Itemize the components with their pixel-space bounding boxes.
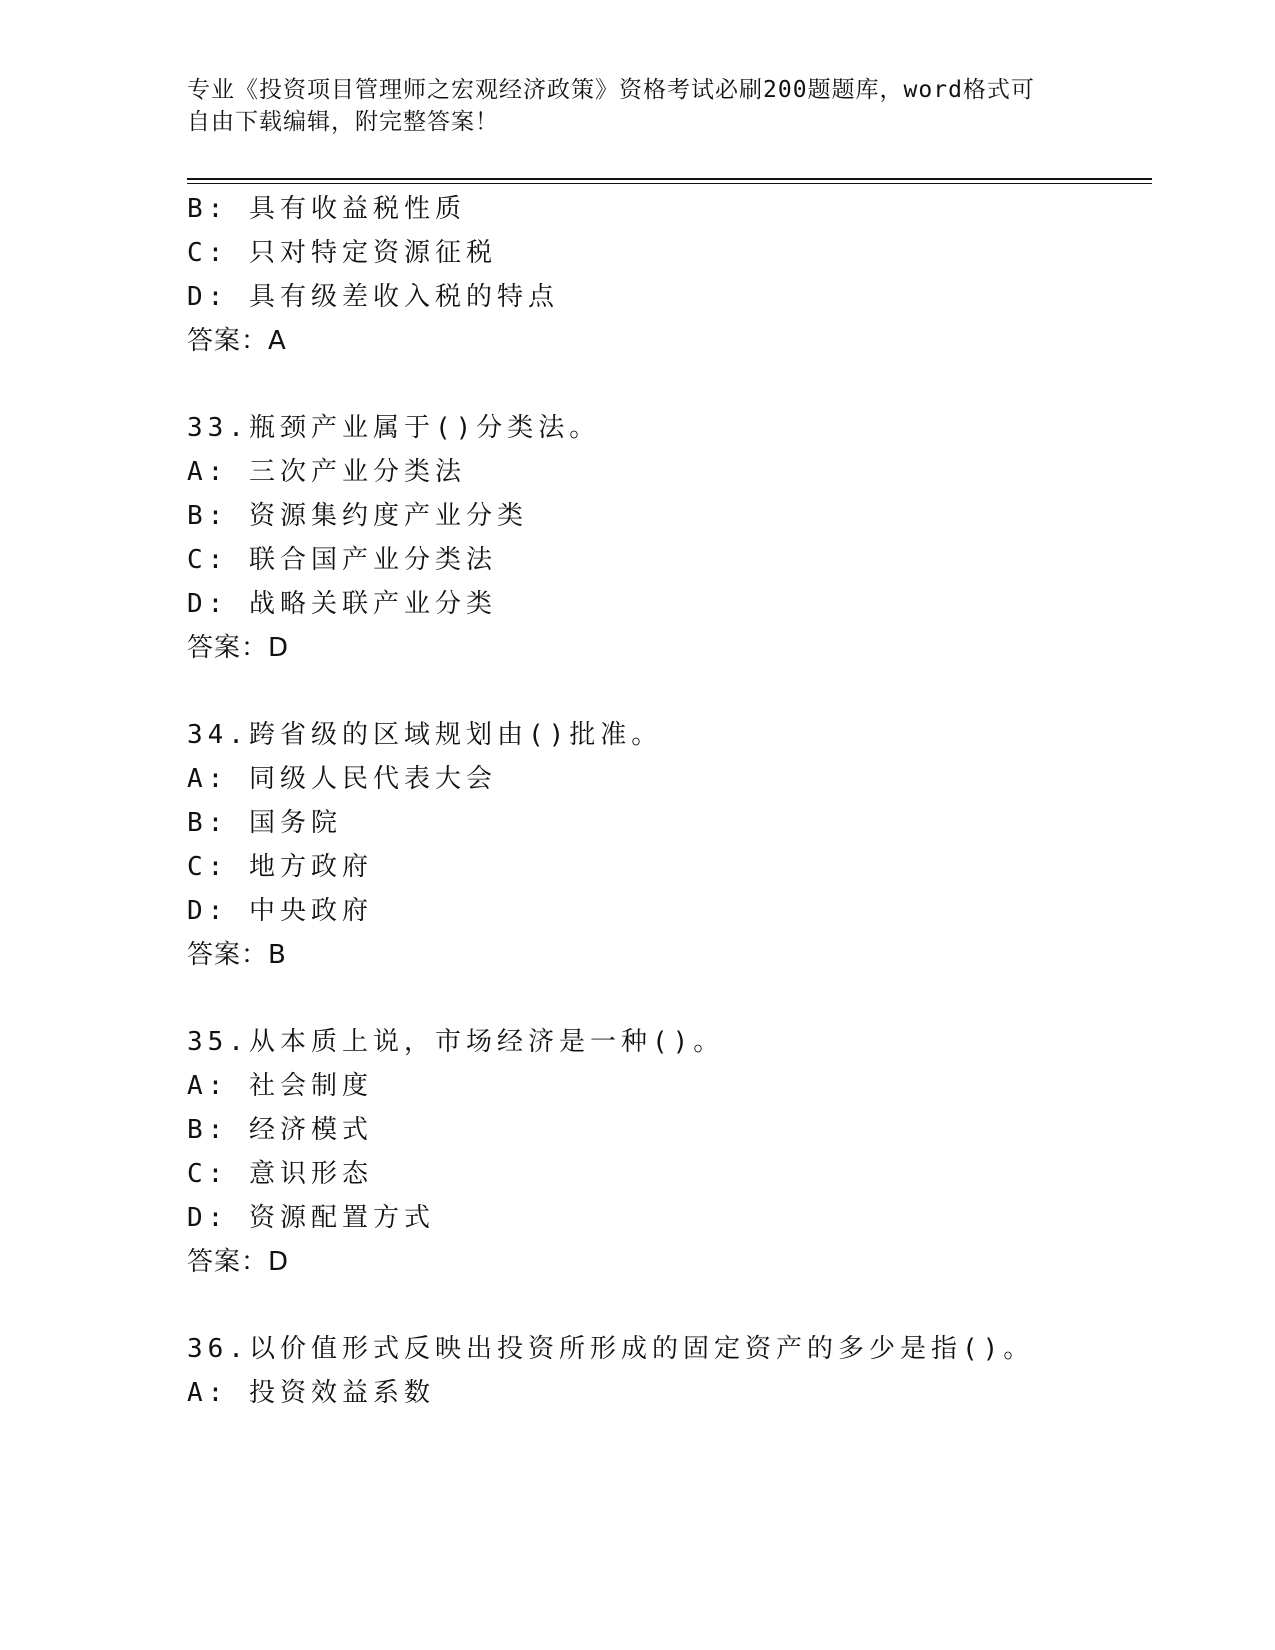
option-a: A: 三次产业分类法 (187, 457, 466, 487)
header-line-2: 自由下载编辑，附完整答案！ (187, 109, 499, 135)
option-a: A: 社会制度 (187, 1071, 373, 1101)
answer: 答案：D (187, 633, 290, 663)
option-c: C: 联合国产业分类法 (187, 545, 497, 575)
option-b: B: 资源集约度产业分类 (187, 501, 528, 531)
question-text: 33.瓶颈产业属于()分类法。 (187, 413, 601, 443)
option-d: D: 具有级差收入税的特点 (187, 282, 559, 312)
header-line-1: 专业《投资项目管理师之宏观经济政策》资格考试必刷200题题库，word格式可 (187, 77, 1035, 103)
question-text: 36.以价值形式反映出投资所形成的固定资产的多少是指()。 (187, 1334, 1035, 1364)
answer: 答案：A (187, 326, 287, 356)
document-header (187, 74, 1067, 138)
option-c: C: 意识形态 (187, 1159, 373, 1189)
option-b: B: 国务院 (187, 808, 342, 838)
option-c: C: 只对特定资源征税 (187, 238, 497, 268)
option-d: D: 资源配置方式 (187, 1203, 435, 1233)
option-d: D: 中央政府 (187, 896, 373, 926)
option-a: A: 投资效益系数 (187, 1378, 435, 1408)
option-b: B: 经济模式 (187, 1115, 373, 1145)
option-c: C: 地方政府 (187, 852, 373, 882)
header-divider-thick (187, 178, 1152, 180)
option-a: A: 同级人民代表大会 (187, 764, 497, 794)
answer: 答案：B (187, 940, 287, 970)
option-d: D: 战略关联产业分类 (187, 589, 497, 619)
answer: 答案：D (187, 1247, 290, 1277)
option-b: B: 具有收益税性质 (187, 194, 466, 224)
question-text: 34.跨省级的区域规划由()批准。 (187, 720, 663, 750)
question-text: 35.从本质上说，市场经济是一种()。 (187, 1027, 725, 1057)
header-divider-thin (187, 183, 1152, 184)
